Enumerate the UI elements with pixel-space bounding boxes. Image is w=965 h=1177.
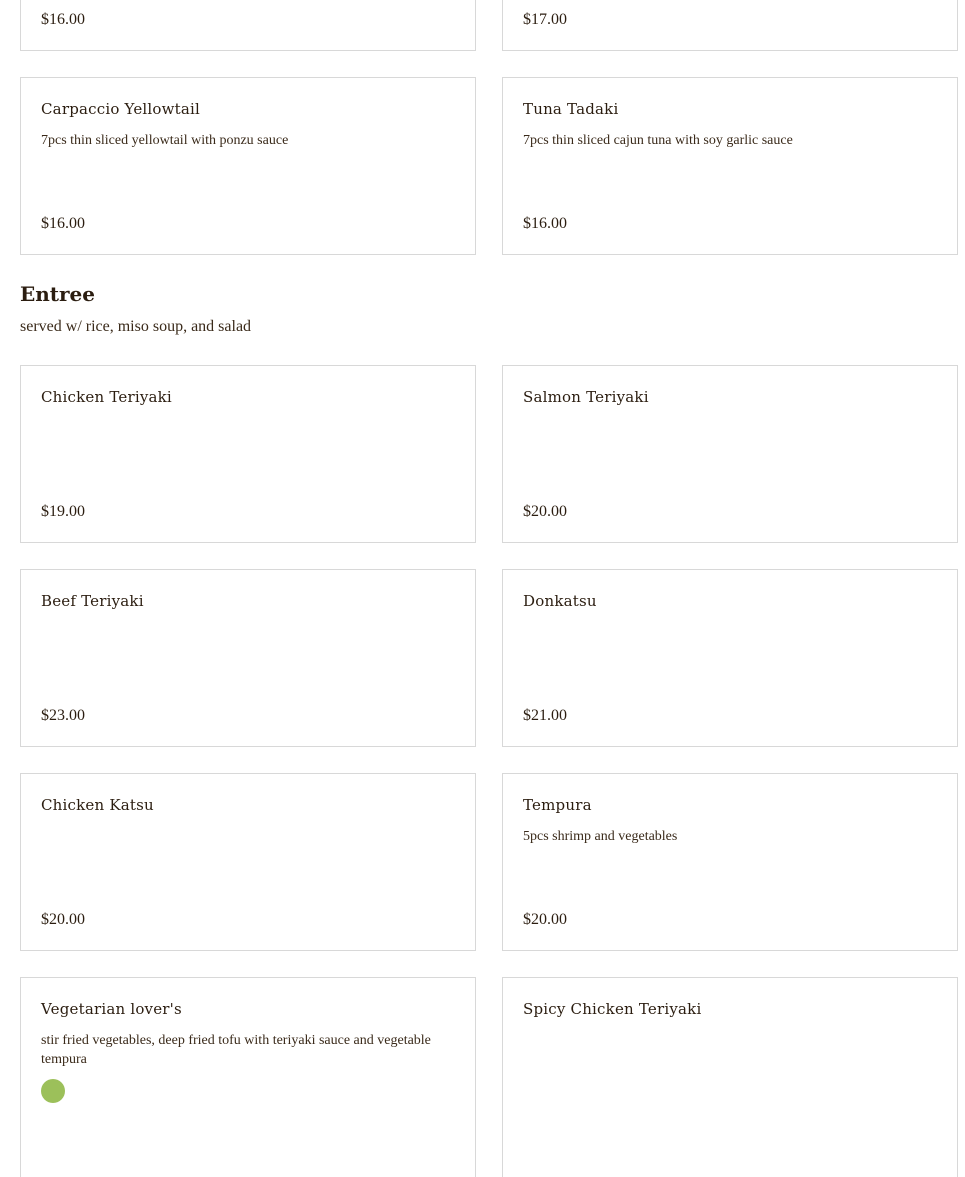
item-price: $20.00 <box>523 503 567 520</box>
item-price: $17.00 <box>523 11 567 28</box>
menu-item-card[interactable] <box>502 77 958 255</box>
item-price: $20.00 <box>41 911 85 928</box>
item-name: Donkatsu <box>523 592 597 610</box>
menu-item-card[interactable] <box>20 365 476 543</box>
menu-item-card[interactable] <box>20 569 476 747</box>
menu-item-card[interactable] <box>502 365 958 543</box>
menu-item-card[interactable] <box>20 77 476 255</box>
item-name: Spicy Chicken Teriyaki <box>523 1000 702 1018</box>
item-description: 7pcs thin sliced yellowtail with ponzu sauce <box>41 133 289 148</box>
item-price: $16.00 <box>41 11 85 28</box>
item-description: 5pcs shrimp and vegetables <box>523 829 678 844</box>
menu-item-card[interactable] <box>502 773 958 951</box>
item-name: Carpaccio Yellowtail <box>41 100 201 118</box>
menu-item-card[interactable] <box>502 977 958 1177</box>
item-price: $21.00 <box>523 707 567 724</box>
item-name: Salmon Teriyaki <box>523 388 649 406</box>
item-price: $19.00 <box>41 503 85 520</box>
item-description: stir fried vegetables, deep fried tofu with teriyaki sauce and vegetable tempura <box>41 1033 431 1067</box>
item-name: Chicken Katsu <box>41 796 154 814</box>
section-subtitle: served w/ rice, miso soup, and salad <box>20 318 252 335</box>
menu-item-card[interactable] <box>20 977 476 1177</box>
item-name: Tuna Tadaki <box>523 100 619 118</box>
item-price: $20.00 <box>523 911 567 928</box>
item-price: $16.00 <box>523 215 567 232</box>
section-title: Entree <box>20 282 96 306</box>
vegetarian-badge-icon <box>41 1079 65 1103</box>
item-name: Beef Teriyaki <box>41 592 144 610</box>
item-name: Chicken Teriyaki <box>41 388 172 406</box>
menu-item-card[interactable] <box>20 773 476 951</box>
menu-item-card[interactable] <box>502 0 958 51</box>
item-name: Tempura <box>523 796 592 814</box>
item-name: Vegetarian lover's <box>41 1000 182 1018</box>
menu-item-card[interactable] <box>502 569 958 747</box>
item-price: $16.00 <box>41 215 85 232</box>
menu-item-card[interactable] <box>20 0 476 51</box>
item-description: 7pcs thin sliced cajun tuna with soy garlic sauce <box>523 133 793 148</box>
item-price: $23.00 <box>41 707 85 724</box>
